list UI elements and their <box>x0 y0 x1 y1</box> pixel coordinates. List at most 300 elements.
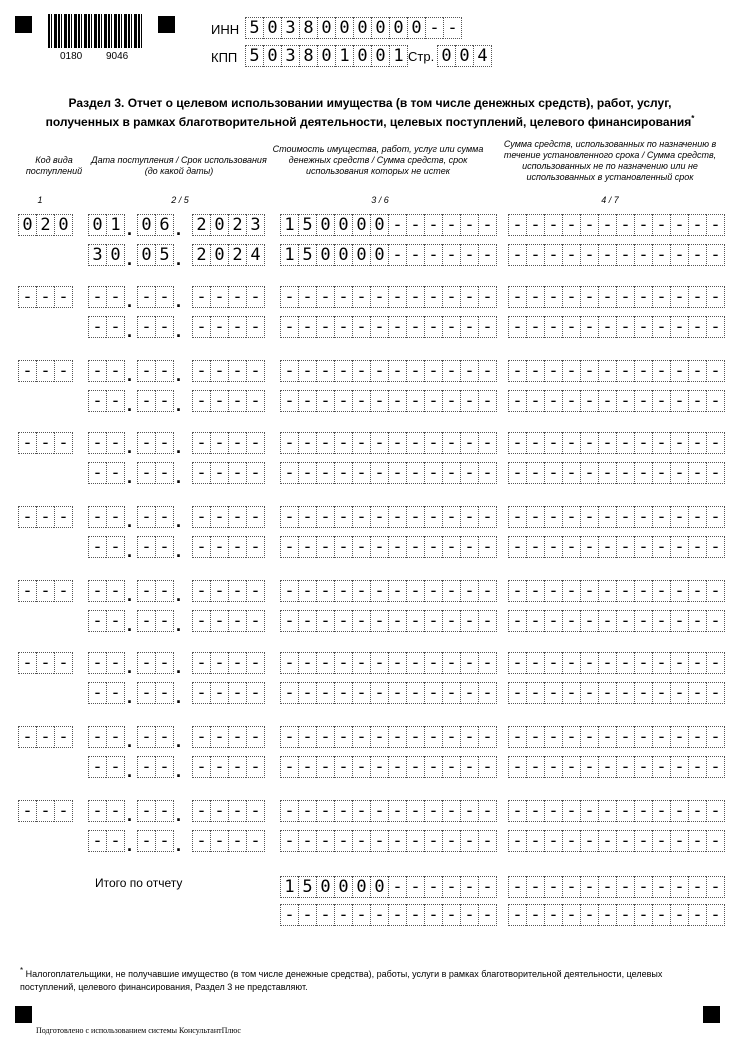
receipt-year-field[interactable] <box>192 580 265 602</box>
receipt-month-field[interactable] <box>137 580 174 602</box>
char-cell: - <box>334 610 352 632</box>
char-cell: - <box>670 390 688 412</box>
char-cell: - <box>460 360 478 382</box>
receipt-day-field[interactable] <box>88 726 125 748</box>
char-cell: - <box>36 580 54 602</box>
char-cell: - <box>670 726 688 748</box>
receipt-year-field[interactable] <box>192 652 265 674</box>
char-cell: - <box>508 214 526 236</box>
amount-field[interactable] <box>280 214 497 236</box>
receipt-year-field[interactable] <box>192 432 265 454</box>
char-cell: - <box>334 536 352 558</box>
char-cell: - <box>246 316 265 338</box>
char-cell: - <box>334 390 352 412</box>
col4-number: 4 / 7 <box>601 195 619 205</box>
deadline-month-field[interactable] <box>137 244 174 266</box>
char-cell: - <box>106 390 125 412</box>
char-cell: - <box>36 360 54 382</box>
char-cell: - <box>562 536 580 558</box>
deadline-month-field[interactable] <box>137 610 174 632</box>
date-separator: . <box>176 615 182 635</box>
receipt-day-field[interactable] <box>88 652 125 674</box>
char-cell: - <box>443 17 462 39</box>
char-cell: - <box>460 316 478 338</box>
date-separator: . <box>127 585 133 605</box>
misused-field[interactable] <box>508 830 725 852</box>
code-field[interactable] <box>18 506 73 528</box>
total-amount-1[interactable] <box>280 876 497 898</box>
deadline-month-field[interactable] <box>137 316 174 338</box>
receipt-day-field[interactable] <box>88 214 125 236</box>
char-cell: - <box>137 682 155 704</box>
misused-field[interactable] <box>508 244 725 266</box>
char-cell: - <box>106 682 125 704</box>
total-used-2[interactable] <box>508 904 725 926</box>
amount-field[interactable] <box>280 652 497 674</box>
char-cell: - <box>526 756 544 778</box>
char-cell: - <box>334 800 352 822</box>
amount-field[interactable] <box>280 800 497 822</box>
deadline-year-field[interactable] <box>192 756 265 778</box>
char-cell: - <box>298 536 316 558</box>
remaining-amount-field[interactable] <box>280 610 497 632</box>
char-cell: - <box>526 390 544 412</box>
char-cell: - <box>298 360 316 382</box>
char-cell: 2 <box>192 244 210 266</box>
receipt-day-field[interactable] <box>88 580 125 602</box>
char-cell: - <box>706 214 725 236</box>
misused-field[interactable] <box>508 536 725 558</box>
char-cell: - <box>424 214 442 236</box>
total-used-1[interactable] <box>508 876 725 898</box>
char-cell: - <box>526 244 544 266</box>
char-cell: - <box>137 536 155 558</box>
char-cell: - <box>370 506 388 528</box>
char-cell: - <box>442 432 460 454</box>
receipt-year-field[interactable] <box>192 800 265 822</box>
char-cell: - <box>508 286 526 308</box>
char-cell: - <box>192 610 210 632</box>
char-cell: - <box>370 360 388 382</box>
kpp-field[interactable] <box>245 45 408 67</box>
char-cell: 2 <box>228 244 246 266</box>
receipt-year-field[interactable] <box>192 286 265 308</box>
code-field[interactable] <box>18 360 73 382</box>
receipt-day-field[interactable] <box>88 800 125 822</box>
char-cell: - <box>192 462 210 484</box>
receipt-year-field[interactable] <box>192 360 265 382</box>
char-cell: - <box>424 286 442 308</box>
char-cell: - <box>280 536 298 558</box>
char-cell: - <box>106 432 125 454</box>
misused-field[interactable] <box>508 756 725 778</box>
receipt-month-field[interactable] <box>137 214 174 236</box>
char-cell: - <box>526 360 544 382</box>
char-cell: - <box>670 244 688 266</box>
date-separator: . <box>127 467 133 487</box>
total-amount-2[interactable] <box>280 904 497 926</box>
char-cell: - <box>192 652 210 674</box>
char-cell: - <box>706 830 725 852</box>
char-cell: - <box>478 756 497 778</box>
char-cell: - <box>526 316 544 338</box>
date-separator: . <box>176 437 182 457</box>
char-cell: - <box>652 244 670 266</box>
deadline-day-field[interactable] <box>88 536 125 558</box>
char-cell: 0 <box>370 244 388 266</box>
receipt-day-field[interactable] <box>88 432 125 454</box>
remaining-amount-field[interactable] <box>280 316 497 338</box>
char-cell: 0 <box>334 876 352 898</box>
char-cell: 0 <box>407 17 425 39</box>
char-cell: 3 <box>246 214 265 236</box>
remaining-amount-field[interactable] <box>280 390 497 412</box>
deadline-month-field[interactable] <box>137 682 174 704</box>
char-cell: - <box>442 726 460 748</box>
used-field[interactable] <box>508 432 725 454</box>
receipt-year-field[interactable] <box>192 214 265 236</box>
char-cell: - <box>562 360 580 382</box>
date-separator: . <box>127 249 133 269</box>
char-cell: - <box>352 316 370 338</box>
deadline-month-field[interactable] <box>137 830 174 852</box>
char-cell: - <box>634 726 652 748</box>
char-cell: - <box>406 726 424 748</box>
char-cell: - <box>460 904 478 926</box>
char-cell: - <box>298 580 316 602</box>
char-cell: - <box>616 432 634 454</box>
char-cell: - <box>388 360 406 382</box>
char-cell: - <box>54 432 73 454</box>
deadline-day-field[interactable] <box>88 756 125 778</box>
corner-marker-top-left <box>15 16 32 33</box>
char-cell: - <box>228 360 246 382</box>
char-cell: - <box>598 214 616 236</box>
deadline-year-field[interactable] <box>192 316 265 338</box>
char-cell: - <box>706 286 725 308</box>
deadline-month-field[interactable] <box>137 536 174 558</box>
receipt-month-field[interactable] <box>137 652 174 674</box>
char-cell: - <box>616 800 634 822</box>
char-cell: - <box>460 876 478 898</box>
char-cell: - <box>280 316 298 338</box>
used-field[interactable] <box>508 726 725 748</box>
deadline-month-field[interactable] <box>137 462 174 484</box>
code-field[interactable] <box>18 432 73 454</box>
char-cell: - <box>334 830 352 852</box>
section-title-line1: Раздел 3. Отчет о целевом использовании имущества (в том числе денежных средств), работ, услуг, <box>68 96 672 110</box>
char-cell: - <box>352 652 370 674</box>
char-cell: - <box>352 904 370 926</box>
char-cell: - <box>706 726 725 748</box>
deadline-day-field[interactable] <box>88 316 125 338</box>
char-cell: - <box>424 726 442 748</box>
char-cell: - <box>352 800 370 822</box>
deadline-day-field[interactable] <box>88 244 125 266</box>
amount-field[interactable] <box>280 432 497 454</box>
char-cell: - <box>634 360 652 382</box>
char-cell: - <box>192 536 210 558</box>
char-cell: - <box>706 610 725 632</box>
date-separator: . <box>176 219 182 239</box>
receipt-day-field[interactable] <box>88 286 125 308</box>
receipt-day-field[interactable] <box>88 360 125 382</box>
char-cell: - <box>155 800 174 822</box>
char-cell: - <box>442 360 460 382</box>
char-cell: - <box>370 462 388 484</box>
char-cell: - <box>106 610 125 632</box>
char-cell: 0 <box>334 214 352 236</box>
char-cell: - <box>388 390 406 412</box>
deadline-year-field[interactable] <box>192 830 265 852</box>
used-field[interactable] <box>508 360 725 382</box>
receipt-month-field[interactable] <box>137 506 174 528</box>
char-cell: - <box>388 652 406 674</box>
char-cell: - <box>334 316 352 338</box>
code-field[interactable] <box>18 580 73 602</box>
char-cell: - <box>460 536 478 558</box>
date-separator: . <box>127 615 133 635</box>
receipt-month-field[interactable] <box>137 360 174 382</box>
receipt-month-field[interactable] <box>137 726 174 748</box>
deadline-year-field[interactable] <box>192 682 265 704</box>
char-cell: - <box>370 536 388 558</box>
remaining-amount-field[interactable] <box>280 756 497 778</box>
deadline-year-field[interactable] <box>192 536 265 558</box>
char-cell: - <box>137 800 155 822</box>
remaining-amount-field[interactable] <box>280 462 497 484</box>
char-cell: - <box>210 726 228 748</box>
char-cell: - <box>442 800 460 822</box>
char-cell: - <box>406 316 424 338</box>
inn-field[interactable] <box>245 17 462 39</box>
char-cell: - <box>652 214 670 236</box>
char-cell: - <box>246 726 265 748</box>
char-cell: - <box>598 610 616 632</box>
misused-field[interactable] <box>508 462 725 484</box>
char-cell: - <box>508 390 526 412</box>
barcode-number-left: 0180 <box>60 51 83 62</box>
char-cell: - <box>598 390 616 412</box>
char-cell: - <box>280 286 298 308</box>
char-cell: - <box>370 800 388 822</box>
char-cell: 0 <box>371 17 389 39</box>
char-cell: - <box>688 800 706 822</box>
date-separator: . <box>176 687 182 707</box>
char-cell: - <box>580 756 598 778</box>
char-cell: - <box>406 682 424 704</box>
receipt-day-field[interactable] <box>88 506 125 528</box>
char-cell: - <box>616 726 634 748</box>
char-cell: - <box>478 390 497 412</box>
char-cell: - <box>544 800 562 822</box>
misused-field[interactable] <box>508 682 725 704</box>
deadline-year-field[interactable] <box>192 244 265 266</box>
deadline-day-field[interactable] <box>88 390 125 412</box>
char-cell: - <box>634 286 652 308</box>
char-cell: - <box>478 536 497 558</box>
corner-marker-bottom-right <box>703 1006 720 1023</box>
char-cell: - <box>316 800 334 822</box>
misused-field[interactable] <box>508 390 725 412</box>
char-cell: - <box>334 432 352 454</box>
used-field[interactable] <box>508 286 725 308</box>
receipt-month-field[interactable] <box>137 432 174 454</box>
char-cell: - <box>192 726 210 748</box>
char-cell: - <box>460 432 478 454</box>
remaining-amount-field[interactable] <box>280 682 497 704</box>
char-cell: - <box>508 800 526 822</box>
char-cell: - <box>598 756 616 778</box>
char-cell: - <box>388 462 406 484</box>
char-cell: - <box>688 536 706 558</box>
code-field[interactable] <box>18 286 73 308</box>
deadline-year-field[interactable] <box>192 390 265 412</box>
used-field[interactable] <box>508 214 725 236</box>
used-field[interactable] <box>508 580 725 602</box>
char-cell: - <box>228 652 246 674</box>
receipt-month-field[interactable] <box>137 286 174 308</box>
code-field[interactable] <box>18 214 73 236</box>
char-cell: 3 <box>281 17 299 39</box>
char-cell: - <box>580 432 598 454</box>
used-field[interactable] <box>508 800 725 822</box>
char-cell: - <box>544 286 562 308</box>
char-cell: - <box>370 682 388 704</box>
deadline-day-field[interactable] <box>88 830 125 852</box>
receipt-year-field[interactable] <box>192 506 265 528</box>
char-cell: - <box>316 286 334 308</box>
char-cell: 0 <box>389 17 407 39</box>
amount-field[interactable] <box>280 506 497 528</box>
char-cell: - <box>388 580 406 602</box>
used-field[interactable] <box>508 506 725 528</box>
char-cell: - <box>580 462 598 484</box>
char-cell: - <box>544 214 562 236</box>
footer-text: Подготовлено с использованием системы КонсультантПлюс <box>36 1026 241 1035</box>
misused-field[interactable] <box>508 610 725 632</box>
receipt-month-field[interactable] <box>137 800 174 822</box>
char-cell: - <box>246 286 265 308</box>
char-cell: - <box>352 610 370 632</box>
char-cell: - <box>388 432 406 454</box>
remaining-amount-field[interactable] <box>280 244 497 266</box>
char-cell: - <box>652 536 670 558</box>
char-cell: - <box>652 610 670 632</box>
char-cell: - <box>388 244 406 266</box>
receipt-year-field[interactable] <box>192 726 265 748</box>
char-cell: - <box>526 800 544 822</box>
amount-field[interactable] <box>280 726 497 748</box>
used-field[interactable] <box>508 652 725 674</box>
char-cell: - <box>137 580 155 602</box>
char-cell: - <box>598 800 616 822</box>
char-cell: - <box>670 904 688 926</box>
char-cell: - <box>388 904 406 926</box>
char-cell: - <box>424 536 442 558</box>
char-cell: - <box>706 652 725 674</box>
char-cell: - <box>508 360 526 382</box>
char-cell: - <box>316 536 334 558</box>
char-cell: - <box>478 876 497 898</box>
char-cell: - <box>155 682 174 704</box>
char-cell: - <box>406 286 424 308</box>
amount-field[interactable] <box>280 580 497 602</box>
char-cell: - <box>228 800 246 822</box>
char-cell: - <box>370 652 388 674</box>
deadline-month-field[interactable] <box>137 390 174 412</box>
code-field[interactable] <box>18 652 73 674</box>
char-cell: - <box>424 390 442 412</box>
char-cell: - <box>210 682 228 704</box>
amount-field[interactable] <box>280 286 497 308</box>
date-separator: . <box>127 219 133 239</box>
char-cell: - <box>442 756 460 778</box>
amount-field[interactable] <box>280 360 497 382</box>
remaining-amount-field[interactable] <box>280 536 497 558</box>
char-cell: - <box>670 830 688 852</box>
code-field[interactable] <box>18 726 73 748</box>
char-cell: - <box>634 800 652 822</box>
char-cell: - <box>598 830 616 852</box>
char-cell: - <box>442 286 460 308</box>
char-cell: - <box>442 830 460 852</box>
char-cell: - <box>562 800 580 822</box>
char-cell: - <box>280 432 298 454</box>
char-cell: - <box>616 462 634 484</box>
char-cell: - <box>424 682 442 704</box>
remaining-amount-field[interactable] <box>280 830 497 852</box>
misused-field[interactable] <box>508 316 725 338</box>
char-cell: - <box>616 652 634 674</box>
char-cell: - <box>280 756 298 778</box>
code-field[interactable] <box>18 800 73 822</box>
char-cell: - <box>298 432 316 454</box>
char-cell: - <box>298 506 316 528</box>
char-cell: - <box>88 360 106 382</box>
char-cell: 0 <box>317 45 335 67</box>
char-cell: - <box>460 756 478 778</box>
char-cell: - <box>688 726 706 748</box>
deadline-day-field[interactable] <box>88 462 125 484</box>
page-number-field[interactable] <box>437 45 492 67</box>
char-cell: - <box>424 876 442 898</box>
section-title-line2: полученных в рамках благотворительной деятельности, целевых поступлений, целевого финансирования <box>45 115 692 129</box>
deadline-day-field[interactable] <box>88 682 125 704</box>
date-separator: . <box>127 687 133 707</box>
deadline-year-field[interactable] <box>192 610 265 632</box>
char-cell: - <box>616 244 634 266</box>
char-cell: - <box>580 316 598 338</box>
char-cell: - <box>210 580 228 602</box>
total-label: Итого по отчету <box>95 876 183 890</box>
char-cell: - <box>137 726 155 748</box>
char-cell: - <box>352 830 370 852</box>
deadline-month-field[interactable] <box>137 756 174 778</box>
date-separator: . <box>176 541 182 561</box>
char-cell: - <box>388 286 406 308</box>
char-cell: - <box>137 390 155 412</box>
deadline-day-field[interactable] <box>88 610 125 632</box>
char-cell: - <box>352 536 370 558</box>
char-cell: - <box>210 536 228 558</box>
char-cell: - <box>670 800 688 822</box>
char-cell: - <box>246 652 265 674</box>
deadline-year-field[interactable] <box>192 462 265 484</box>
char-cell: - <box>652 756 670 778</box>
date-separator: . <box>127 731 133 751</box>
char-cell: - <box>36 800 54 822</box>
